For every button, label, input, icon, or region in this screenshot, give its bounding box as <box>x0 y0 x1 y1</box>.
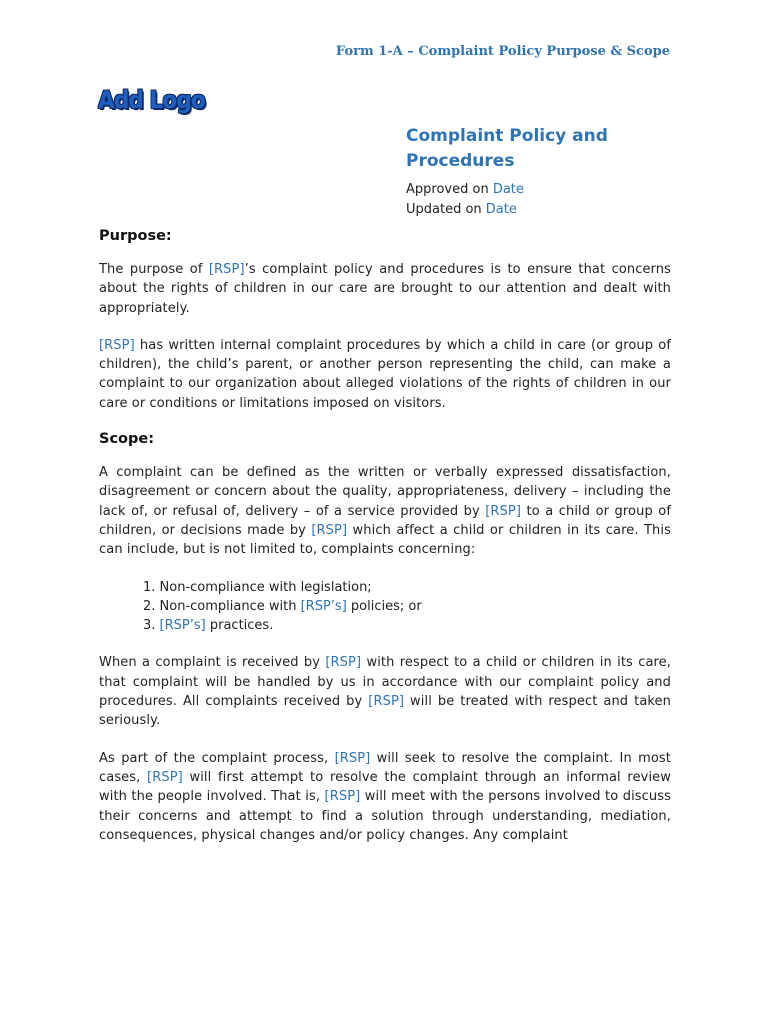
rsp-placeholder[interactable]: [RSP] <box>311 522 348 538</box>
text-run: policies; or <box>346 598 422 614</box>
list-item: 1. Non-compliance with legislation; <box>143 579 372 595</box>
scope-paragraph-3 <box>99 749 671 845</box>
approved-date[interactable]: Date <box>492 182 524 197</box>
text-run: will meet with the persons involved to discuss their concerns and attempt to find a solution through understanding, mediation, consequences, physical changes and/or policy changes. Any complaint <box>99 789 671 843</box>
rsp-placeholder[interactable]: [RSP] <box>324 789 361 805</box>
purpose-heading: Purpose: <box>99 228 172 244</box>
updated-line <box>406 200 666 220</box>
text-run: As part of the complaint process, <box>99 750 335 766</box>
rsp-placeholder[interactable]: [RSP’s] <box>300 598 347 614</box>
text-run: ’s complaint policy and procedures is to ensure that concerns about the rights of children in our care are brought to our attention and dealt with appropriately. <box>99 262 671 316</box>
text-run: A complaint can be defined as the written or verbally expressed dissatisfaction, disagreement or concern about the quality, appropriateness, delivery – including the lack of, or refusal of, delivery – of a service provided by <box>99 465 671 519</box>
scope-paragraph-2 <box>99 653 671 730</box>
text-run: 3. <box>143 618 160 634</box>
text-run: practices. <box>205 618 274 634</box>
text-run: with respect to a child or children in its care, that complaint will be handled by us in accordance with our complaint policy and procedures. All complaints received by <box>99 655 671 710</box>
text-run: which affect a child or children in its care. This can include, but is not limited to, complaints concerning: <box>99 522 671 558</box>
scope-heading: Scope: <box>99 431 155 448</box>
text-run: will seek to resolve the complaint. In most cases, <box>99 750 671 785</box>
text-run: 2. Non-compliance with <box>143 598 301 614</box>
text-run: has written internal complaint procedures by which a child in care (or group of children), the child’s parent, or another person representing the child, can make a complaint to our organization about alleged violations of the rights of children in our care or conditions or limitations imposed on visitors. <box>99 337 671 411</box>
title-line-2: Procedures <box>406 151 515 171</box>
title-line-1: Complaint Policy and <box>406 126 608 146</box>
rsp-placeholder[interactable]: [RSP’s] <box>159 618 206 634</box>
logo-placeholder: Add Logo <box>98 86 205 114</box>
purpose-paragraph-1 <box>99 260 671 318</box>
list-item <box>143 616 671 635</box>
list-item <box>143 597 671 616</box>
document-title <box>406 124 666 174</box>
rsp-placeholder[interactable]: [RSP] <box>325 655 362 671</box>
complaint-list <box>99 578 671 636</box>
text-run: When a complaint is received by <box>99 655 326 671</box>
rsp-placeholder[interactable]: [RSP] <box>334 750 371 766</box>
text-run: to a child or group of children, or decisions made by <box>99 503 671 538</box>
approved-label: Approved on <box>406 182 493 197</box>
document-body <box>99 228 671 863</box>
purpose-paragraph-2 <box>99 336 671 413</box>
text-run: will be treated with respect and taken seriously. <box>99 694 671 729</box>
rsp-placeholder[interactable]: [RSP] <box>368 694 405 710</box>
text-run: will first attempt to resolve the complaint through an informal review with the people involved. That is, <box>99 769 671 805</box>
title-block <box>406 124 666 220</box>
updated-label: Updated on <box>406 202 486 217</box>
scope-paragraph-1 <box>99 463 671 559</box>
approved-line <box>406 180 666 200</box>
form-header: Form 1-A – Complaint Policy Purpose & Scope <box>335 44 670 59</box>
text-run: The purpose of <box>99 262 209 277</box>
rsp-placeholder[interactable]: [RSP] <box>147 769 183 785</box>
rsp-placeholder[interactable]: [RSP] <box>208 262 245 277</box>
rsp-placeholder[interactable]: [RSP] <box>485 503 522 519</box>
updated-date[interactable]: Date <box>485 202 517 217</box>
rsp-placeholder[interactable]: [RSP] <box>99 337 135 353</box>
